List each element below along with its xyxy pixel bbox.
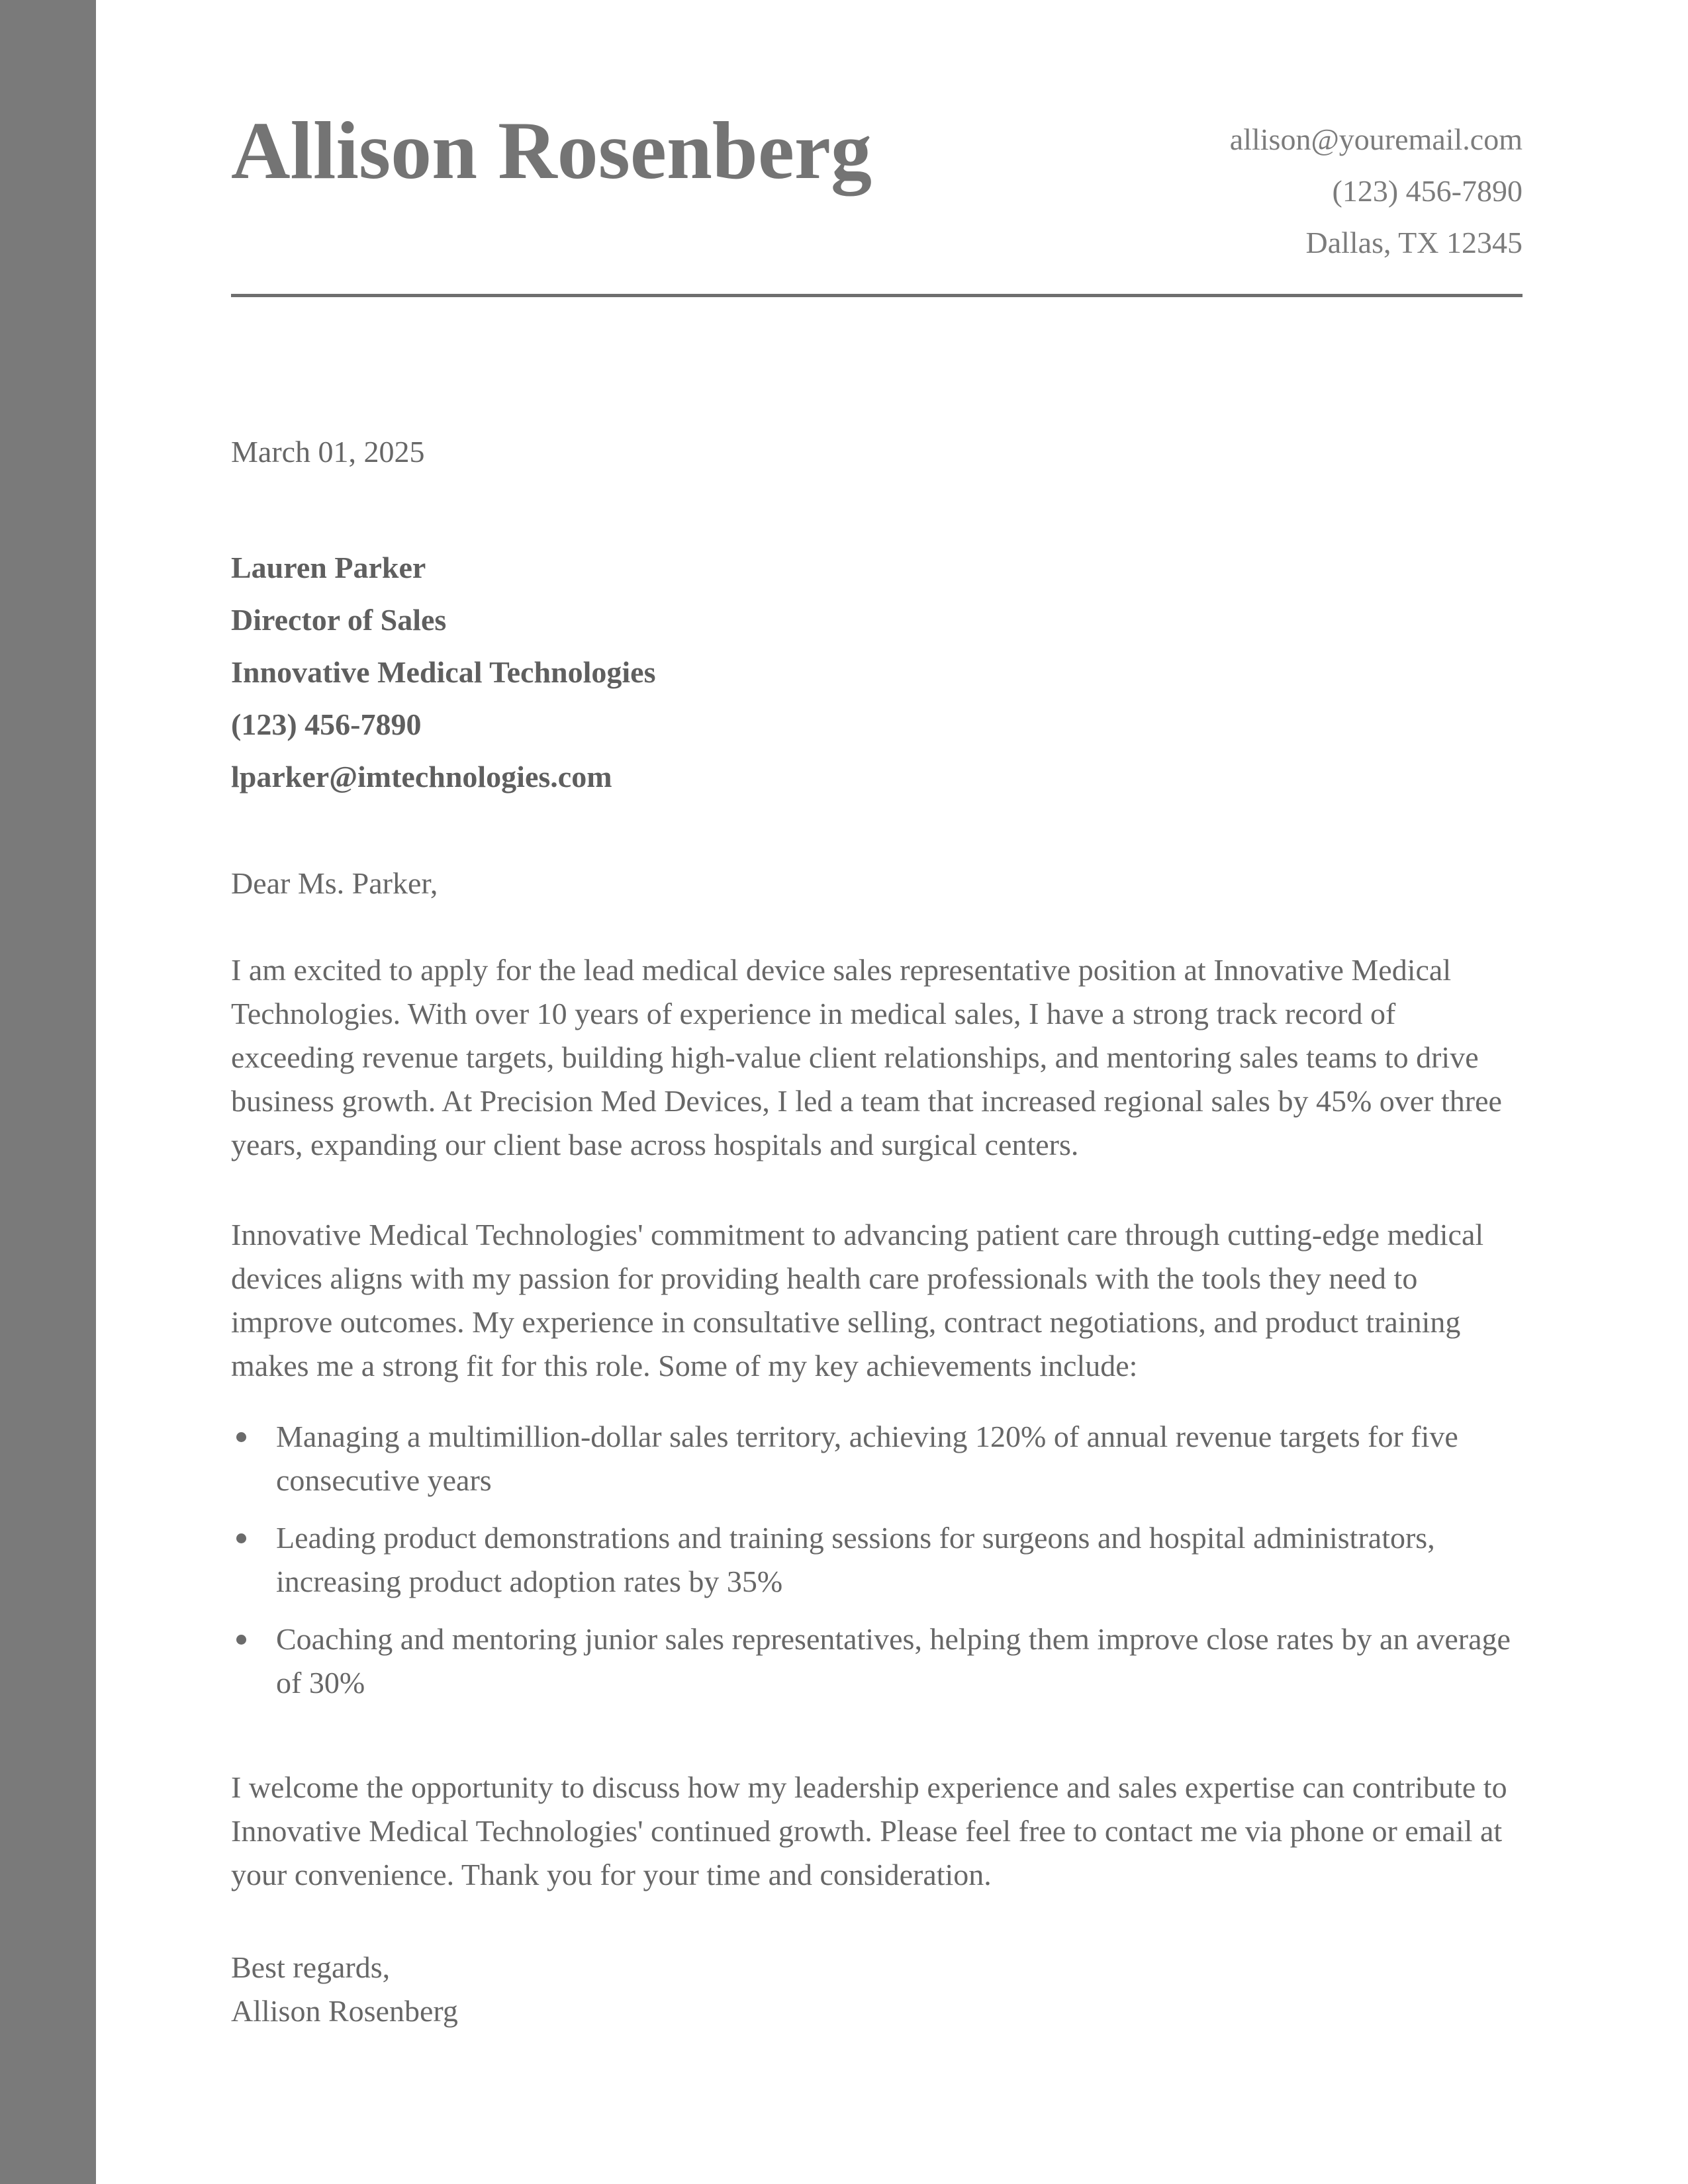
bullet-icon bbox=[236, 1432, 246, 1442]
body-paragraph-fit: Innovative Medical Technologies' commitment to advancing patient care through cutting-edge medical devices aligns with my passion for providing health care professionals with the tools they need to improve outcomes. My experience in consultative selling, contract negotiations, and product training makes me a strong fit for this role. Some of my key achievements include: bbox=[231, 1218, 1484, 1383]
sender-contact bbox=[1230, 114, 1523, 269]
achievement-text: Coaching and mentoring junior sales representatives, helping them improve close rates by an average of 30% bbox=[276, 1622, 1511, 1700]
list-item bbox=[231, 1415, 1523, 1502]
bullet-icon bbox=[236, 1635, 246, 1645]
body-paragraph-closing: I welcome the opportunity to discuss how my leadership experience and sales expertise can contribute to Innovative Medical Technologies' continued growth. Please feel free to contact me via phone or email at your convenience. Thank you for your time and consideration. bbox=[231, 1770, 1507, 1891]
sender-phone: (123) 456-7890 bbox=[1332, 174, 1523, 208]
recipient-title: Director of Sales bbox=[231, 603, 447, 637]
sender-location: Dallas, TX 12345 bbox=[1305, 226, 1523, 259]
achievement-text: Leading product demonstrations and training sessions for surgeons and hospital administrators, increasing product adoption rates by 35% bbox=[276, 1521, 1435, 1598]
bullet-icon bbox=[236, 1533, 246, 1543]
list-item bbox=[231, 1617, 1523, 1705]
recipient-phone: (123) 456-7890 bbox=[231, 707, 422, 741]
recipient-block bbox=[231, 541, 655, 803]
salutation: Dear Ms. Parker, bbox=[231, 866, 438, 900]
left-accent-bar bbox=[0, 0, 96, 2184]
header-divider bbox=[231, 294, 1523, 297]
sender-email: allison@youremail.com bbox=[1229, 122, 1523, 156]
closing-phrase: Best regards, bbox=[231, 1950, 391, 1984]
cover-letter-page bbox=[231, 0, 1523, 2184]
sender-name: Allison Rosenberg bbox=[231, 105, 872, 196]
recipient-company: Innovative Medical Technologies bbox=[231, 655, 656, 689]
letter-header bbox=[231, 0, 1523, 298]
signature-name: Allison Rosenberg bbox=[231, 1994, 458, 2028]
list-item bbox=[231, 1516, 1523, 1604]
recipient-email: lparker@imtechnologies.com bbox=[231, 760, 612, 794]
recipient-name: Lauren Parker bbox=[231, 551, 426, 584]
achievements-list bbox=[231, 1415, 1523, 1719]
body-paragraph-intro: I am excited to apply for the lead medical device sales representative position at Innovative Medical Technologies. With over 10 years of experience in medical sales, I have a strong track record of exceeding revenue targets, building high-value client relationships, and mentoring sales teams to drive business growth. At Precision Med Devices, I led a team that increased regional sales by 45% over three years, expanding our client base across hospitals and surgical centers. bbox=[231, 953, 1502, 1161]
letter-date: March 01, 2025 bbox=[231, 435, 425, 469]
achievement-text: Managing a multimillion-dollar sales territory, achieving 120% of annual revenue targets for five consecutive years bbox=[276, 1420, 1458, 1497]
